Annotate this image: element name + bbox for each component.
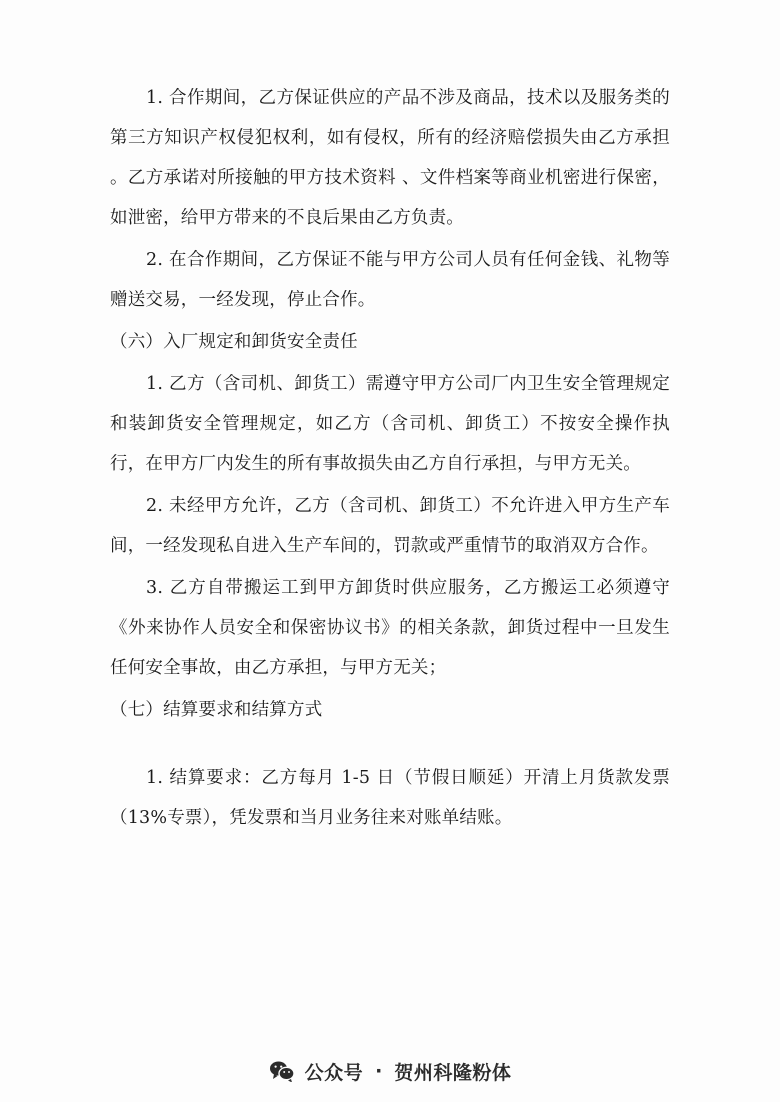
footer-account-name: 贺州科隆粉体 <box>394 1061 512 1084</box>
paragraph-clause-7-1: 1. 结算要求：乙方每月 1-5 日（节假日顺延）开清上月货款发票（13%专票），凭发票和当月业务往来对账单结账。 <box>110 768 670 828</box>
footer-brand <box>269 1058 512 1085</box>
paragraph-clause-6-2: 2. 未经甲方允许，乙方（含司机、卸货工）不允许进入甲方生产车间，一经发现私自进入生产车间的，罚款或严重情节的取消双方合作。 <box>110 496 670 556</box>
document-body <box>110 78 670 840</box>
footer-brand-label: 公众号 <box>304 1061 364 1084</box>
page-footer <box>0 1040 780 1102</box>
footer-separator: · <box>375 1060 383 1082</box>
heading-section-six: （六）入厂规定和卸货安全责任 <box>110 332 358 352</box>
heading-section-seven: （七）结算要求和结算方式 <box>110 700 323 720</box>
wechat-icon <box>269 1060 295 1082</box>
paragraph-clause-6-3: 3. 乙方自带搬运工到甲方卸货时供应服务，乙方搬运工必须遵守《外来协作人员安全和保密协议书》的相关条款，卸货过程中一旦发生任何安全事故，由乙方承担，与甲方无关； <box>110 578 670 678</box>
paragraph-clause-6-1: 1. 乙方（含司机、卸货工）需遵守甲方公司厂内卫生安全管理规定和装卸货安全管理规定，如乙方（含司机、卸货工）不按安全操作执行，在甲方厂内发生的所有事故损失由乙方自行承担，与甲方无关。 <box>110 374 670 474</box>
paragraph-spacer <box>110 732 670 758</box>
paragraph-clause-2: 2. 在合作期间，乙方保证不能与甲方公司人员有任何金钱、礼物等赠送交易，一经发现，停止合作。 <box>110 250 670 310</box>
paragraph-clause-1: 1. 合作期间，乙方保证供应的产品不涉及商品，技术以及服务类的第三方知识产权侵犯权利，如有侵权，所有的经济赔偿损失由乙方承担 。乙方承诺对所接触的甲方技术资料 、文件档案等商业机密进行保密，如泄密，给甲方带来的不良后果由乙方负责。 <box>110 88 670 228</box>
